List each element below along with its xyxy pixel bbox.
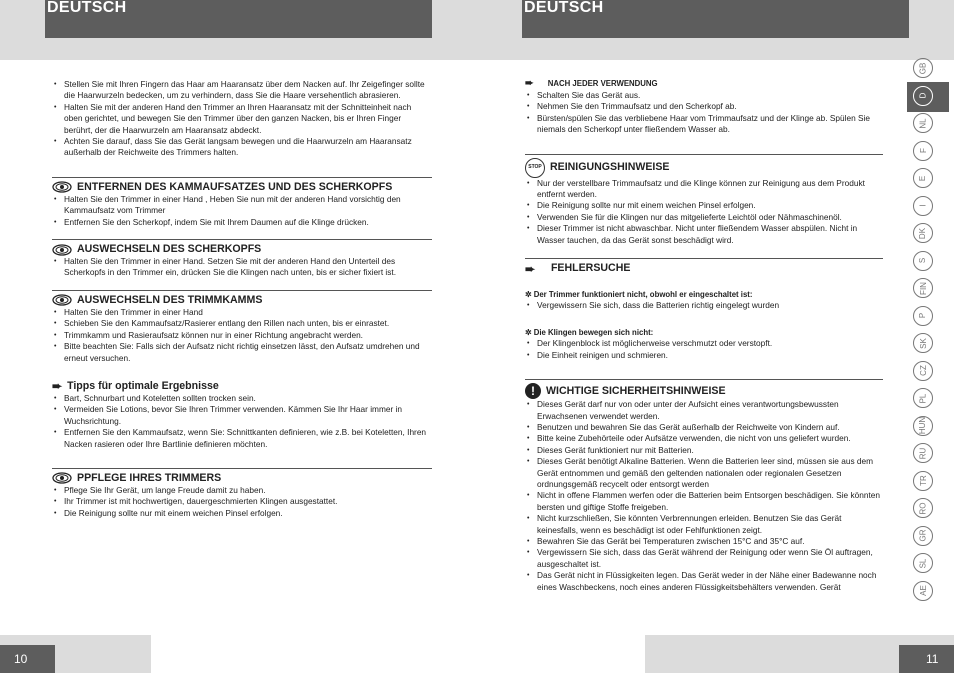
language-tab-ro[interactable] [913, 498, 933, 518]
list-item: • Bitte keine Zubehörteile oder Aufsätze verwenden, die nicht von uns geliefert wurden. [525, 433, 883, 444]
language-tab-gr[interactable] [913, 526, 933, 546]
list-item: • Halten Sie den Trimmer in einer Hand. Setzen Sie mit der anderen Hand den Unterteil des Scherkopfs in den Trimmer ein, drücken Sie die Klingen nach unten, bis er sicher fixiert ist. [52, 256, 432, 279]
language-tab-label: SK [918, 337, 928, 349]
right-header [522, 0, 909, 38]
language-tab-dk[interactable] [913, 223, 933, 243]
list-item: • Nicht kurzschließen, Sie könnten Verbrennungen erleiden. Benutzen Sie das Gerät keinesfalls, wenn es beschädigt ist oder Fehlfunktionen zeigt. [525, 513, 883, 536]
section-list [52, 393, 432, 450]
language-tab-d[interactable] [913, 86, 933, 106]
question-2 [525, 327, 883, 338]
language-tab-ru[interactable] [913, 443, 933, 463]
section-title-text: Tipps für optimale Ergebnisse [67, 379, 219, 392]
list-item: • Stellen Sie mit Ihren Fingern das Haar am Haaransatz über dem Nacken auf. Ihr Zeigefinger sollte die Haarwurzeln bedecken, um zu verhindern, dass Sie die Haare versehentlich abrasieren. [52, 79, 432, 102]
section-remove-comb [52, 177, 432, 228]
section-after-use [525, 74, 883, 136]
language-tab-label: D [918, 92, 928, 99]
language-tab-nl[interactable] [913, 113, 933, 133]
section-title-text: ENTFERNEN DES KAMMAUFSATZES UND DES SCHERKOPFS [77, 180, 393, 193]
list-item: • Die Einheit reinigen und schmieren. [525, 350, 883, 361]
section-care [52, 468, 432, 519]
language-tab-label: NL [918, 117, 928, 129]
warning-icon: ! [525, 383, 541, 399]
language-tab-tr[interactable] [913, 471, 933, 491]
list-item: • Bitte beachten Sie: Falls sich der Aufsatz nicht richtig einsetzen lässt, den Aufsatz umdrehen und erneut versuchen. [52, 341, 432, 364]
section-title [52, 291, 432, 307]
right-page [477, 0, 954, 673]
right-page-number: 11 [899, 645, 954, 673]
list-item: • Bürsten/spülen Sie das verbliebene Haar vom Trimmaufsatz und der Klinge ab. Spülen Sie niemals den Scherkopf unter fließendem Wasser ab. [525, 113, 883, 136]
gear-icon: ✲ [525, 290, 534, 300]
language-tab-i[interactable] [913, 196, 933, 216]
section-title-text: NACH JEDER VERWENDUNG [547, 79, 658, 88]
list-item: • Vermeiden Sie Lotions, bevor Sie Ihren Trimmer verwenden. Kämmen Sie Ihr Haar immer in Wuchsrichtung. [52, 404, 432, 427]
list-item: • Dieses Gerät benötigt Alkaline Batterien. Wenn die Batterien leer sind, müssen sie aus dem Gerät entnommen und gemäß den geltenden nationalen oder regionalen Gesetzen ordnungsgemäß recycelt oder entsorgt werden [525, 456, 883, 490]
list-item: • Schieben Sie den Kammaufsatz/Rasierer entlang den Rillen nach unten, bis er einrastet. [52, 318, 432, 329]
list-item: • Halten Sie mit der anderen Hand den Trimmer an Ihren Haaransatz mit der Schnitteinheit nach oben gerichtet, und bewegen Sie den Trimmer über den ganzen Nacken, bis er Ihren Finger berührt, der die Haarwurzeln am Haaransatz abdeckt. [52, 102, 432, 136]
language-tab-cz[interactable] [913, 361, 933, 381]
section-title [52, 377, 432, 393]
section-cleaning [525, 154, 883, 246]
section-list [52, 485, 432, 519]
list-item: • Trimmkamm und Rasieraufsatz können nur in einer Richtung angebracht werden. [52, 330, 432, 341]
language-tabs [909, 56, 949, 626]
list-item: • Das Gerät nicht in Flüssigkeiten legen. Das Gerät weder in der Nähe einer Badewanne noch eines Waschbeckens, noch eines anderen Flüssigkeitsbehälters verwenden. Gerät [525, 570, 883, 593]
intro-list [52, 79, 432, 159]
section-list [525, 399, 883, 593]
language-tab-label: I [918, 204, 928, 207]
language-tab-label: DK [918, 227, 928, 239]
language-tab-label: RO [918, 502, 928, 514]
left-content [52, 79, 432, 519]
list-item: • Nehmen Sie den Trimmaufsatz und den Scherkopf ab. [525, 101, 883, 112]
language-tab-label: TR [918, 475, 928, 486]
section-title-text: FEHLERSUCHE [550, 262, 631, 275]
section-title [525, 259, 883, 275]
gear-icon: ✲ [525, 327, 534, 337]
section-title [525, 155, 883, 178]
list-item: • Entfernen Sie den Kammaufsatz, wenn Sie: Schnittkanten definieren, wie z.B. bei Koteletten, Ihren Nacken rasieren oder Ihre Bartlinie definieren möchten. [52, 427, 432, 450]
language-tab-label: AE [918, 585, 928, 596]
section-title [52, 469, 432, 485]
list-item: • Entfernen Sie den Scherkopf, indem Sie mit Ihrem Daumen auf die Klinge drücken. [52, 217, 432, 228]
section-replace-head [52, 239, 432, 279]
question-1 [525, 289, 883, 300]
question-text: Der Trimmer funktioniert nicht, obwohl er eingeschaltet ist: [533, 290, 753, 300]
list-item: • Nicht in offene Flammen werfen oder die Batterien beim Entsorgen beschädigen. Sie könnten bersten und giftige Stoffe freigeben. [525, 490, 883, 513]
list-item: • Pflege Sie Ihr Gerät, um lange Freude damit zu haben. [52, 485, 432, 496]
language-tab-ae[interactable] [913, 581, 933, 601]
eye-icon [52, 294, 72, 306]
language-tab-label: F [918, 148, 928, 153]
section-title [52, 178, 432, 194]
list-item: • Nur der verstellbare Trimmaufsatz und die Klinge können zur Reinigung aus dem Produkt entfernt werden. [525, 178, 883, 201]
section-title-text: REINIGUNGSHINWEISE [550, 161, 670, 174]
section-title-text: PPFLEGE IHRES TRIMMERS [77, 471, 222, 484]
list-item: • Dieser Trimmer ist nicht abwaschbar. Nicht unter fließendem Wasser abspülen. Nicht in Wasser tauchen, da das Gerät sonst beschädigt wird. [525, 223, 883, 246]
language-tab-label: SL [918, 558, 928, 568]
right-header-title: DEUTSCH [524, 0, 604, 16]
eye-icon [52, 472, 72, 484]
language-tab-pl[interactable] [913, 388, 933, 408]
language-tab-s[interactable] [913, 251, 933, 271]
left-header [45, 0, 432, 38]
language-tab-label: RU [918, 447, 928, 459]
language-tab-label: CZ [918, 365, 928, 376]
language-tab-fin[interactable] [913, 278, 933, 298]
list-item: • Benutzen und bewahren Sie das Gerät außerhalb der Reichweite von Kindern auf. [525, 422, 883, 433]
list-item: • Vergewissern Sie sich, dass das Gerät während der Reinigung oder wenn Sie Öl auftragen, ausgeschaltet ist. [525, 547, 883, 570]
arrow-right-icon: ➨ [525, 77, 534, 89]
section-title [525, 74, 883, 90]
section-list [52, 256, 432, 279]
language-tab-p[interactable] [913, 306, 933, 326]
list-item: • Halten Sie den Trimmer in einer Hand , Heben Sie nun mit der anderen Hand vorsichtig den Kammaufsatz vom Trimmer [52, 194, 432, 217]
arrow-right-icon: ➨ [525, 261, 536, 276]
list-item: • Vergewissern Sie sich, dass die Batterien richtig eingelegt wurden [525, 300, 883, 311]
arrow-right-icon: ➨ [52, 379, 63, 394]
left-header-title: DEUTSCH [47, 0, 127, 16]
section-title-text: AUSWECHSELN DES SCHERKOPFS [77, 243, 262, 256]
section-title [52, 240, 432, 256]
right-content [525, 74, 883, 593]
section-title-text: WICHTIGE SICHERHEITSHINWEISE [546, 384, 726, 397]
section-list [52, 194, 432, 228]
list-item: • Der Klingenblock ist möglicherweise verschmutzt oder verstopft. [525, 338, 883, 349]
language-tab-gb[interactable] [913, 58, 933, 78]
language-tab-sl[interactable] [913, 553, 933, 573]
list-item: • Dieses Gerät darf nur von oder unter der Aufsicht eines verantwortungsbewussten Erwachsenen verwendet werden. [525, 399, 883, 422]
eye-icon [52, 244, 72, 256]
list-item: • Die Reinigung sollte nur mit einem weichen Pinsel erfolgen. [525, 200, 883, 211]
list-item: • Ihr Trimmer ist mit hochwertigen, dauergeschmierten Klingen ausgestattet. [52, 496, 432, 507]
section-title [525, 380, 883, 399]
list-item: • Die Reinigung sollte nur mit einem weichen Pinsel erfolgen. [52, 508, 432, 519]
section-list [525, 90, 883, 136]
answer-list [525, 338, 883, 361]
language-tab-label: P [918, 312, 928, 319]
language-tab-hun[interactable] [913, 416, 933, 436]
list-item: • Dieses Gerät funktioniert nur mit Batterien. [525, 445, 883, 456]
stop-icon: STOP [525, 158, 545, 178]
section-list [52, 307, 432, 364]
section-replace-comb [52, 290, 432, 364]
section-troubleshooting [525, 258, 883, 361]
answer-list [525, 300, 883, 311]
language-tab-sk[interactable] [913, 333, 933, 353]
language-tab-label: S [918, 257, 928, 264]
left-page-number: 10 [0, 645, 55, 673]
list-item: • Bart, Schnurbart und Koteletten sollten trocken sein. [52, 393, 432, 404]
section-list [525, 178, 883, 246]
language-tab-label: HUN [918, 416, 928, 435]
eye-icon [52, 181, 72, 193]
list-item: • Halten Sie den Trimmer in einer Hand [52, 307, 432, 318]
language-tab-label: FIN [918, 281, 928, 295]
list-item: • Verwenden Sie für die Klingen nur das mitgelieferte Leichtöl oder Nähmaschinenöl. [525, 212, 883, 223]
list-item: • Bewahren Sie das Gerät bei Temperaturen zwischen 15°C and 35°C auf. [525, 536, 883, 547]
list-item: • Schalten Sie das Gerät aus. [525, 90, 883, 101]
language-tab-label: PL [918, 393, 928, 403]
language-tab-f[interactable] [913, 141, 933, 161]
language-tab-label: GR [918, 529, 928, 542]
language-tab-e[interactable] [913, 168, 933, 188]
section-title-text: AUSWECHSELN DES TRIMMKAMMS [77, 293, 263, 306]
language-tab-label: E [918, 175, 928, 181]
language-tab-label: GB [918, 62, 928, 74]
question-text: Die Klingen bewegen sich nicht: [533, 327, 654, 337]
list-item: • Achten Sie darauf, dass Sie das Gerät langsam bewegen und die Haarwurzeln am Haaransatz außerhalb der Reichweite des Trimmers halten. [52, 136, 432, 159]
section-tips [52, 377, 432, 450]
section-safety [525, 379, 883, 593]
